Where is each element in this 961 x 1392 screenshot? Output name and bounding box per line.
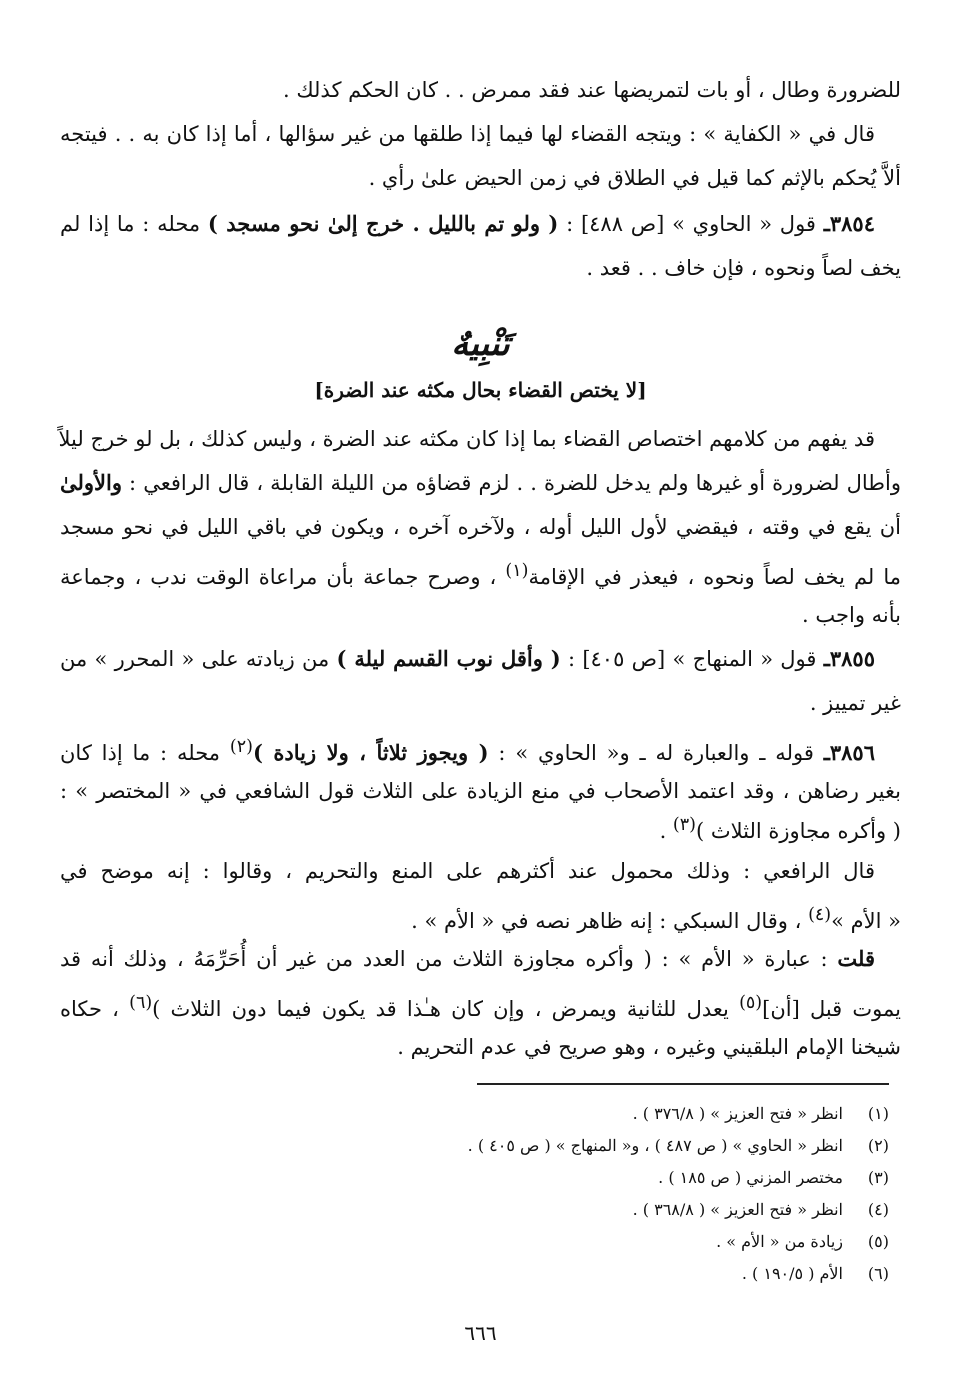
text-line-7: وأطال لضرورة أو غيرها ولم يدخل للضرة . . لزم قضاؤه من الليلة القابلة ، قال الرافعي : والأولىٰ — [60, 470, 901, 495]
footnote-ref-2: (٢) — [229, 737, 253, 757]
text-line-19: يموت قبل [أن]$^{(٥)}$ يعدل للثانية ويمرض ، وإن كان هـٰذا قد يكون فيما دون الثلاث )$^{(٦)}$ ، حكاه — [60, 993, 901, 1021]
footnote-6: (٦)الأم ( ١٩٠/٥ ) . — [741, 1264, 889, 1283]
issue-number-3856: ٣٨٥٦ـ — [823, 740, 875, 765]
footnote-ref-1: (١) — [505, 561, 529, 581]
text-line-20: شيخنا الإمام البلقيني وغيره ، وهو صريح في عدم التحريم . — [397, 1035, 901, 1059]
footnote-2: (٢)انظر « الحاوي » ( ص ٤٨٧ ) ، و« المنهاج » ( ص ٤٠٥ ) . — [467, 1136, 889, 1155]
text-line-1: للضرورة وطال ، أو بات لتمريضها عند فقد ممرض . . كان الحكم كذلك . — [282, 78, 901, 102]
text-line-12: غير تمييز . — [809, 691, 901, 715]
issue-number-3854: ٣٨٥٤ـ — [823, 211, 875, 236]
text-line-15: ( وأكره مجاوزة الثلاث )$^{(٣)}$ . — [659, 815, 901, 843]
text-line-3: ألاَّ يُحكم بالإثم كما قيل في الطلاق في زمن الحيض علىٰ رأي . — [368, 166, 901, 190]
footnote-separator — [477, 1083, 889, 1085]
issue-number-3855: ٣٨٥٥ـ — [823, 646, 875, 671]
footnote-5: (٥)زيادة من « الأم » . — [716, 1232, 889, 1251]
footnote-ref-6: (٦) — [129, 993, 153, 1013]
text-line-13: ٣٨٥٦ـ قوله ـ والعبارة له ـ و« الحاوي » : ( ويجوز ثلاثاً ، ولا زيادة )$^{(٢)}$ محله : ما إذا كان — [60, 737, 875, 765]
text-line-10: بأنه واجب . — [802, 603, 901, 627]
footnote-ref-5: (٥) — [739, 993, 763, 1013]
text-line-6: قد يفهم من كلامهم اختصاص القضاء بما إذا كان مكثه عند الضرة ، وليس كذلك ، بل لو خرج ليلاً — [58, 427, 875, 451]
page-number: ٦٦٦ — [464, 1321, 497, 1345]
footnote-ref-3: (٣) — [672, 815, 696, 835]
footnote-1: (١)انظر « فتح العزيز » ( ٣٧٦/٨ ) . — [632, 1104, 889, 1123]
footnote-3: (٣)مختصر المزني ( ص ١٨٥ ) . — [658, 1168, 889, 1187]
text-line-9: ما لم يخف لصاً ونحوه ، فيعذر في الإقامة$^{(١)}$ ، وصرح جماعة بأن مراعاة الوقت ندب ، وجماعة — [60, 561, 901, 589]
footnote-4: (٤)انظر « فتح العزيز » ( ٣٦٨/٨ ) . — [632, 1200, 889, 1219]
section-ornament-heading: تَنْبِيهٌ — [451, 324, 510, 364]
text-line-8: أن يقع في وقته ، فيقضي لأول الليل أوله ، ولآخره آخره ، ويكون في باقي الليل في نحو مسجد — [60, 515, 901, 539]
text-line-11: ٣٨٥٥ـ قول « المنهاج » [ص ٤٠٥] : ( وأقل نوب القسم ليلة ) من زيادته على « المحرر » من — [60, 646, 875, 671]
section-subtitle: [لا يختص القضاء بحال مكثه عند الضرة] — [314, 378, 647, 402]
text-line-18: قلت : عبارة « الأم » : ( وأكره مجاوزة الثلاث من العدد من غير أن أُحَرِّمَهُ ، وذلك أنه قد — [60, 946, 875, 971]
text-line-5: يخف لصاً ونحوه ، فإن خاف . . قعد . — [586, 256, 901, 280]
text-line-2: قال في « الكفاية » : ويتجه القضاء لها فيما إذا طلقها من غير سؤالها ، أما إذا كان به . . فيتجه — [60, 122, 875, 146]
text-line-14: بغير رضاهن ، وقد اعتمد الأصحاب في منع الزيادة على الثلاث قول الشافعي في « المختصر » : — [60, 779, 901, 803]
footnote-ref-4: (٤) — [808, 905, 832, 925]
text-line-17: « الأم »$^{(٤)}$ ، وقال السبكي : إنه ظاهر نصه في « الأم » . — [411, 905, 901, 933]
text-line-16: قال الرافعي : وذلك محمول عند أكثرهم على المنع والتحريم ، وقالوا : إنه موضح في — [60, 859, 875, 883]
text-line-4: ٣٨٥٤ـ قول « الحاوي » [ص ٤٨٨] : ( ولو تم بالليل . خرج إلىٰ نحو مسجد ) محله : ما إذا لم — [60, 211, 875, 236]
